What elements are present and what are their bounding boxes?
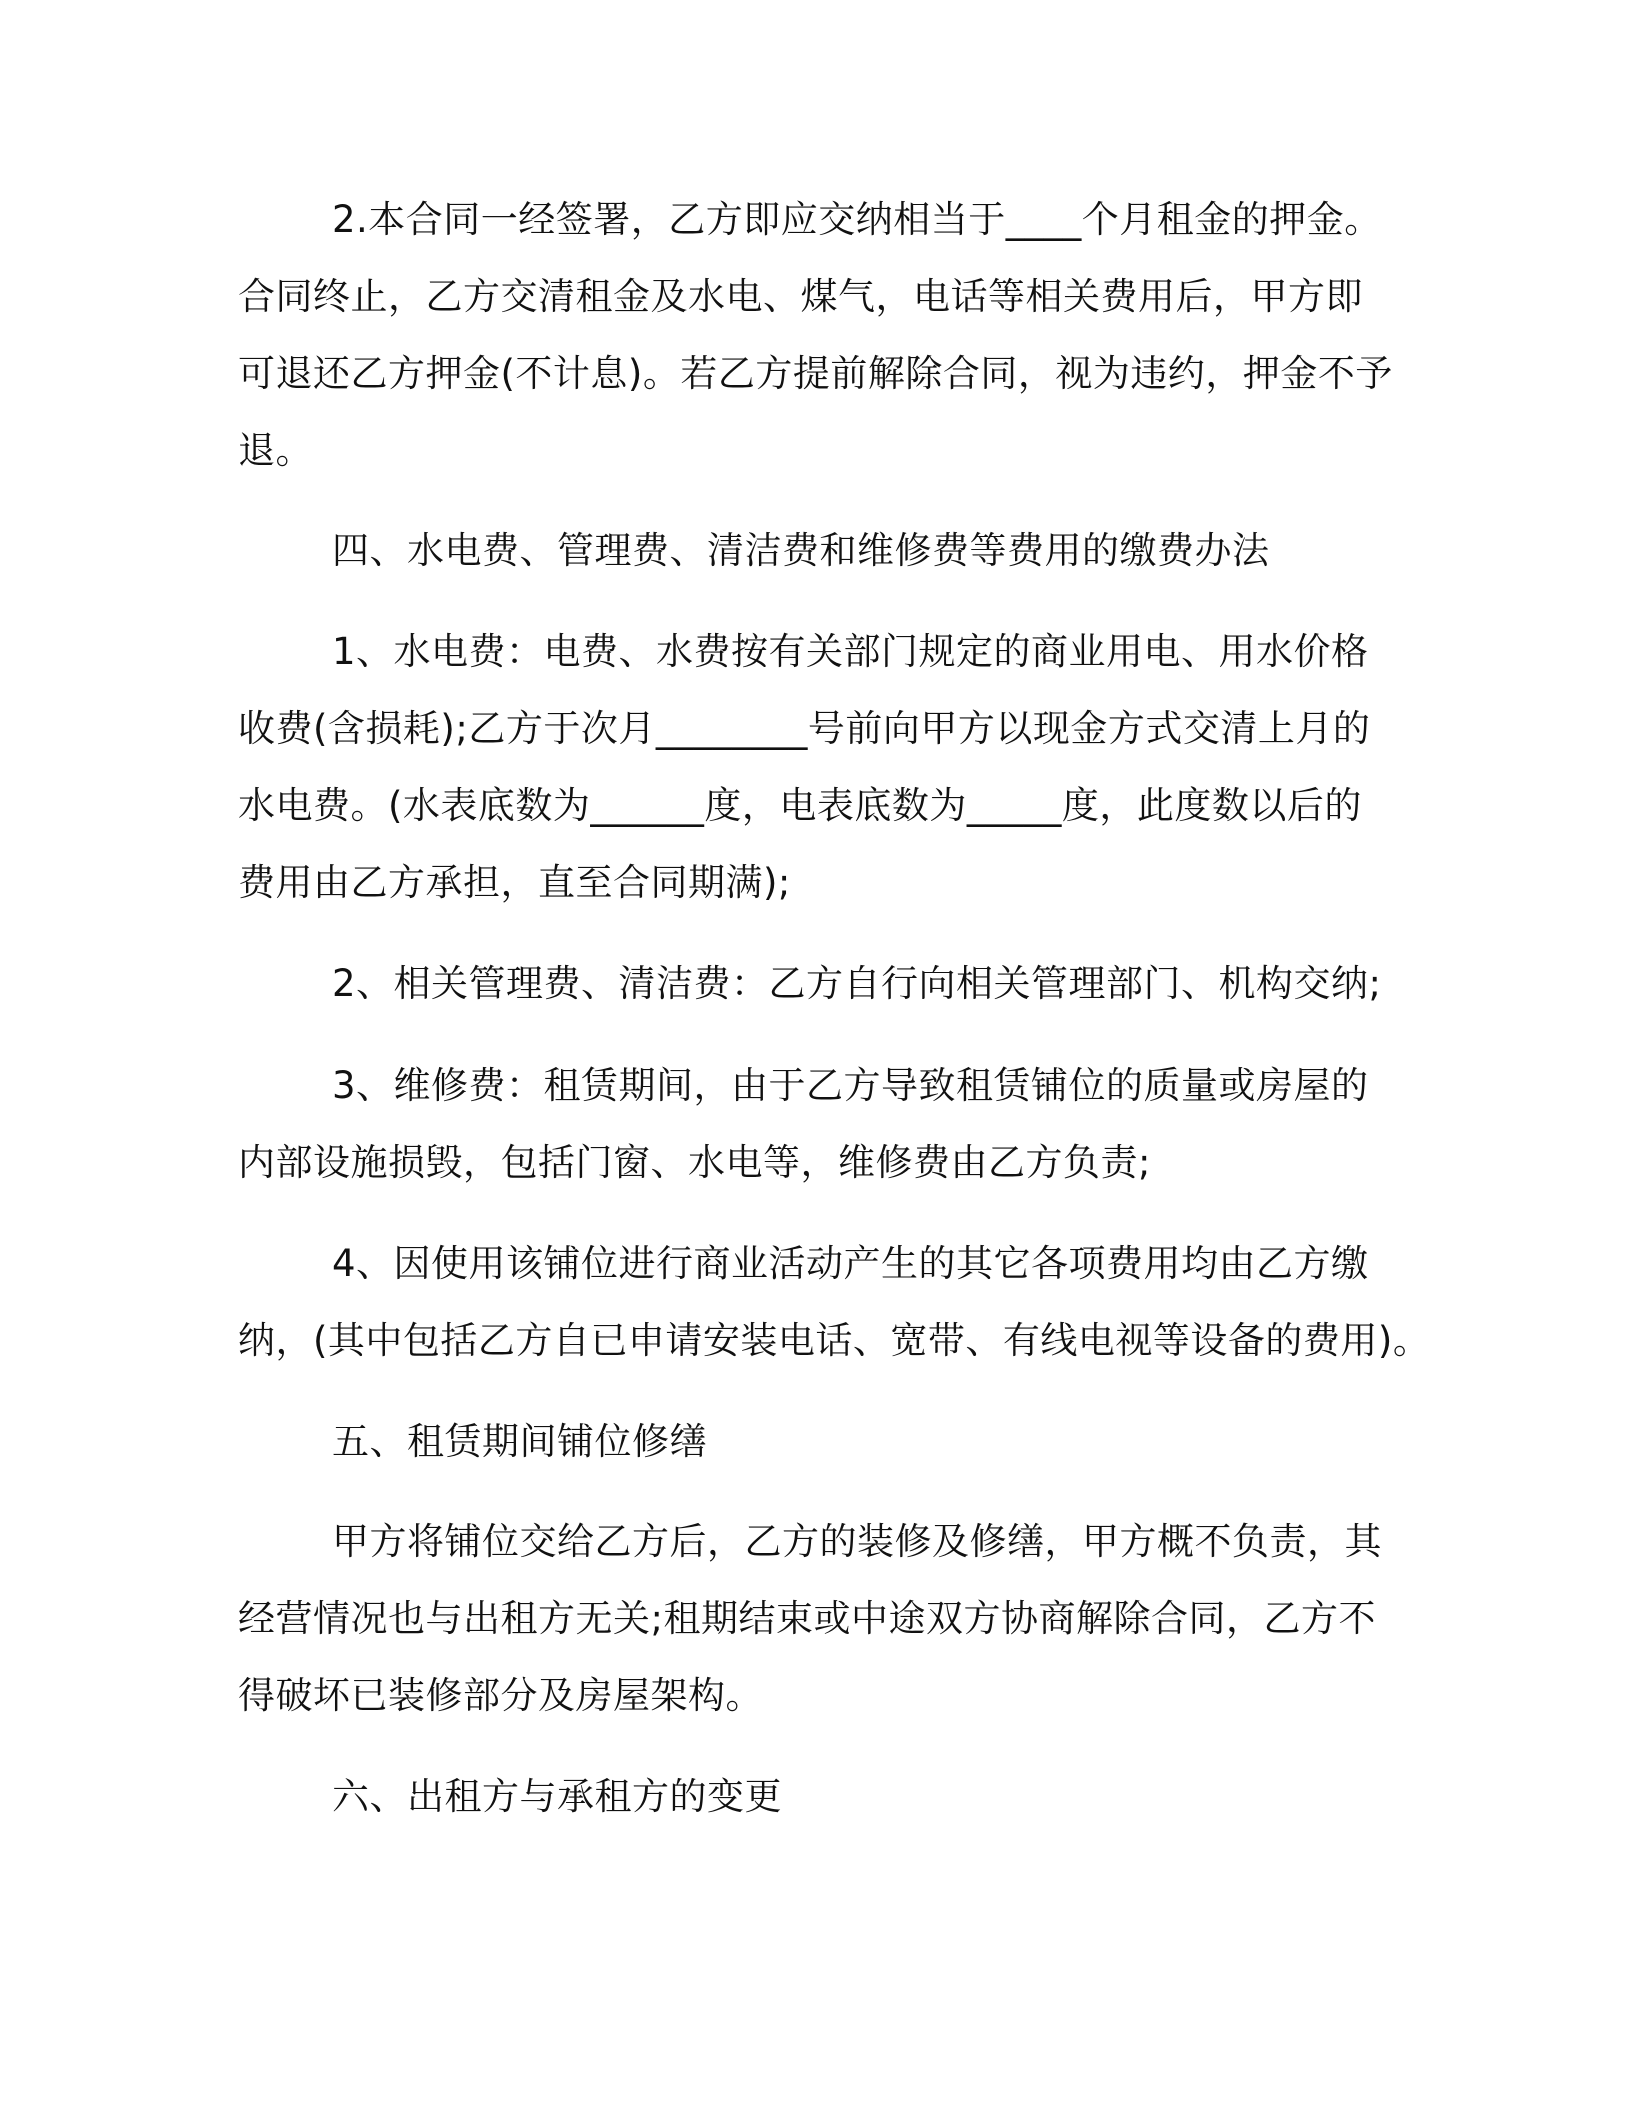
text-line: 经营情况也与出租方无关;租期结束或中途双方协商解除合同，乙方不: [238, 1597, 1376, 1640]
text-line: 得破坏已装修部分及房屋架构。: [238, 1674, 763, 1717]
text-line: 内部设施损毁，包括门窗、水电等，维修费由乙方负责;: [238, 1141, 1151, 1184]
text-line: 可退还乙方押金(不计息)。若乙方提前解除合同，视为违约，押金不予: [238, 352, 1393, 395]
section-heading: 五、租赁期间铺位修缮: [332, 1420, 707, 1463]
text-line: 2.本合同一经签署，乙方即应交纳相当于____个月租金的押金。: [332, 198, 1382, 241]
section-heading: 四、水电费、管理费、清洁费和维修费等费用的缴费办法: [332, 529, 1270, 572]
text-line: 费用由乙方承担，直至合同期满);: [238, 861, 791, 904]
text-line: 3、维修费：租赁期间，由于乙方导致租赁铺位的质量或房屋的: [332, 1064, 1369, 1107]
text-line: 水电费。(水表底数为______度，电表底数为_____度，此度数以后的: [238, 784, 1362, 827]
section-heading: 六、出租方与承租方的变更: [332, 1775, 782, 1818]
text-line: 1、水电费：电费、水费按有关部门规定的商业用电、用水价格: [332, 630, 1369, 673]
text-line: 2、相关管理费、清洁费：乙方自行向相关管理部门、机构交纳;: [332, 962, 1382, 1005]
text-line: 甲方将铺位交给乙方后，乙方的装修及修缮，甲方概不负责，其: [332, 1520, 1382, 1563]
text-line: 合同终止，乙方交清租金及水电、煤气，电话等相关费用后，甲方即: [238, 275, 1363, 318]
text-line: 退。: [238, 429, 313, 472]
text-line: 收费(含损耗);乙方于次月________号前向甲方以现金方式交清上月的: [238, 707, 1371, 750]
text-line: 4、因使用该铺位进行商业活动产生的其它各项费用均由乙方缴: [332, 1242, 1369, 1285]
text-line: 纳，(其中包括乙方自已申请安装电话、宽带、有线电视等设备的费用)。: [238, 1319, 1431, 1362]
